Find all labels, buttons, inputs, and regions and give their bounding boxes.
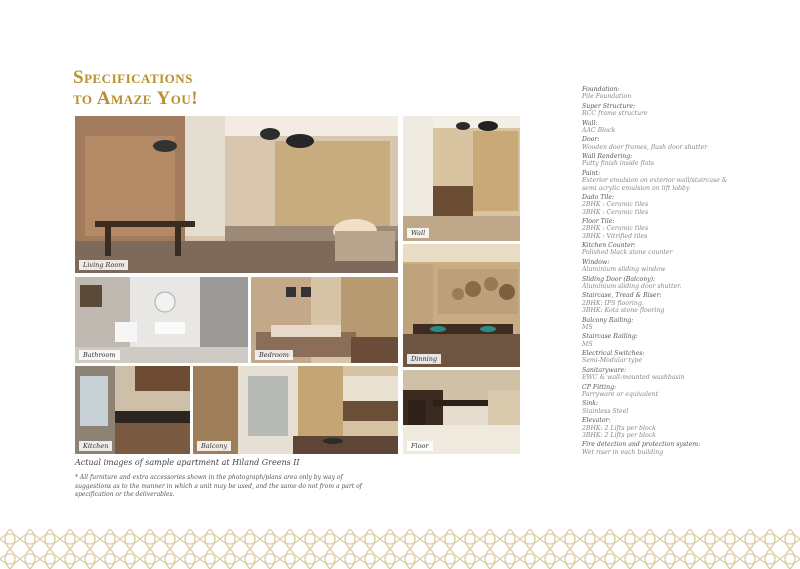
- spec-value: 3BHK : Ceramic tiles: [582, 208, 649, 216]
- spec-heading: Foundation:: [582, 86, 620, 93]
- spec-item: [582, 170, 742, 192]
- spec-heading: Window:: [582, 258, 610, 266]
- spec-value: RCC frame structure: [582, 110, 648, 118]
- spec-heading: Elevator:: [582, 417, 611, 425]
- spec-item: [582, 153, 742, 168]
- spec-value: 2BHK: 2 Lifts per block: [582, 424, 656, 432]
- bedroom-photo: [251, 277, 398, 363]
- spec-heading: Dado Tile:: [582, 193, 615, 201]
- spec-value: 3BHK: 2 Lifts per block: [582, 431, 656, 439]
- spec-value: Aluminium sliding door shutter.: [582, 283, 682, 290]
- spec-heading: Sanitaryware:: [582, 366, 627, 374]
- spec-heading: Floor Tile:: [582, 218, 615, 226]
- spec-heading: Paint:: [582, 169, 601, 177]
- spec-item: [582, 350, 742, 365]
- spec-value: 3BHK : Vitrified tiles: [582, 232, 648, 240]
- spec-item: [582, 384, 742, 399]
- spec-value: AAC Block: [582, 126, 616, 134]
- spec-item: [582, 86, 742, 101]
- specifications-list: [582, 86, 742, 458]
- spec-item: [582, 276, 742, 291]
- spec-value: 2BHK : Ceramic tiles: [582, 225, 649, 233]
- spec-value: Stainless Steel: [582, 407, 629, 415]
- spec-heading: Fire detection and protection system:: [582, 441, 701, 449]
- spec-heading: Super Structure:: [582, 102, 636, 110]
- spec-value: 2BHK : Ceramic tiles: [582, 201, 649, 209]
- spec-heading: Door:: [582, 136, 600, 144]
- balcony-photo: [193, 366, 398, 454]
- spec-value: Parryware or equivalent: [582, 390, 659, 398]
- gallery-caption: Actual images of sample apartment at Hiland Greens II: [75, 458, 300, 467]
- spec-item: [582, 242, 742, 257]
- spec-item: [582, 333, 742, 348]
- spec-value: Aluminium sliding window: [582, 266, 666, 274]
- spec-item: [582, 120, 742, 135]
- spec-value: Polished black stone counter: [582, 249, 673, 257]
- spec-heading: Sink:: [582, 400, 599, 408]
- spec-heading: Staircase Railing:: [582, 333, 638, 341]
- spec-value: Pile Foundation: [582, 93, 632, 101]
- disclaimer-note: * All furniture and extra accessories shown in the photograph/plans area only by way of suggestions as to the manner in which a unit may be used, and the same do not from a part of specification or the deliverables.: [75, 474, 362, 498]
- spec-item: [582, 400, 742, 415]
- spec-heading: Electrical Switches:: [582, 350, 645, 358]
- title-line-1: Specifications: [73, 67, 193, 88]
- wall-photo: [403, 116, 520, 241]
- spec-item: [582, 317, 742, 332]
- spec-heading: Staircase, Tread & Riser:: [582, 292, 662, 300]
- photo-caption-living-room: Living Room: [79, 260, 128, 270]
- spec-value: semi acrylic emulsion on lift lobby: [582, 184, 690, 192]
- spec-item: [582, 441, 742, 456]
- spec-value: EWC & wall-mounted washbasin: [582, 374, 685, 382]
- spec-item: [582, 417, 742, 439]
- spec-heading: Wall Rendering:: [582, 153, 633, 161]
- decorative-pattern-band: [0, 529, 800, 569]
- page-title: [73, 67, 198, 109]
- spec-heading: Kitchen Counter:: [582, 242, 636, 250]
- spec-heading: Wall:: [582, 119, 598, 127]
- spec-item: [582, 218, 742, 240]
- photo-caption-balcony: Balcony: [197, 441, 231, 451]
- title-line-2: to Amaze You!: [73, 88, 199, 109]
- spec-item: [582, 136, 742, 151]
- spec-value: Putty finish inside flats: [582, 160, 654, 168]
- spec-heading: Sliding Door (Balcony):: [582, 275, 656, 283]
- spec-value: 2BHK: IPS flooring.: [582, 299, 644, 307]
- spec-value: Exterior emulsion on exterior wall/staircase &: [582, 177, 728, 185]
- spec-item: [582, 103, 742, 118]
- photo-caption-kitchen: Kitchen: [79, 441, 112, 451]
- spec-value: MS: [582, 340, 593, 348]
- spec-value: Semi-Modular type: [582, 357, 643, 365]
- living-room-photo: [75, 116, 398, 273]
- spec-heading: CP Fitting:: [582, 383, 617, 391]
- photo-caption-dinning: Dinning: [407, 354, 441, 364]
- spec-item: [582, 367, 742, 382]
- spec-value: Wooden door frames, flush door shutter: [582, 143, 708, 151]
- photo-caption-bathroom: Bathroom: [79, 350, 120, 360]
- spec-value: MS: [582, 323, 593, 331]
- photo-caption-floor: Floor: [407, 441, 433, 451]
- spec-item: [582, 259, 742, 274]
- bathroom-photo: [75, 277, 248, 363]
- spec-item: [582, 292, 742, 314]
- spec-value: Wet riser in each building: [582, 448, 664, 456]
- spec-value: 3BHK: Kota stone flooring: [582, 307, 665, 315]
- spec-item: [582, 194, 742, 216]
- dinning-photo: [403, 244, 520, 367]
- photo-caption-bedroom: Bedroom: [255, 350, 293, 360]
- spec-heading: Balcony Railing:: [582, 316, 634, 324]
- photo-caption-wall: Wall: [407, 228, 429, 238]
- floor-photo: [403, 370, 520, 454]
- kitchen-photo: [75, 366, 190, 454]
